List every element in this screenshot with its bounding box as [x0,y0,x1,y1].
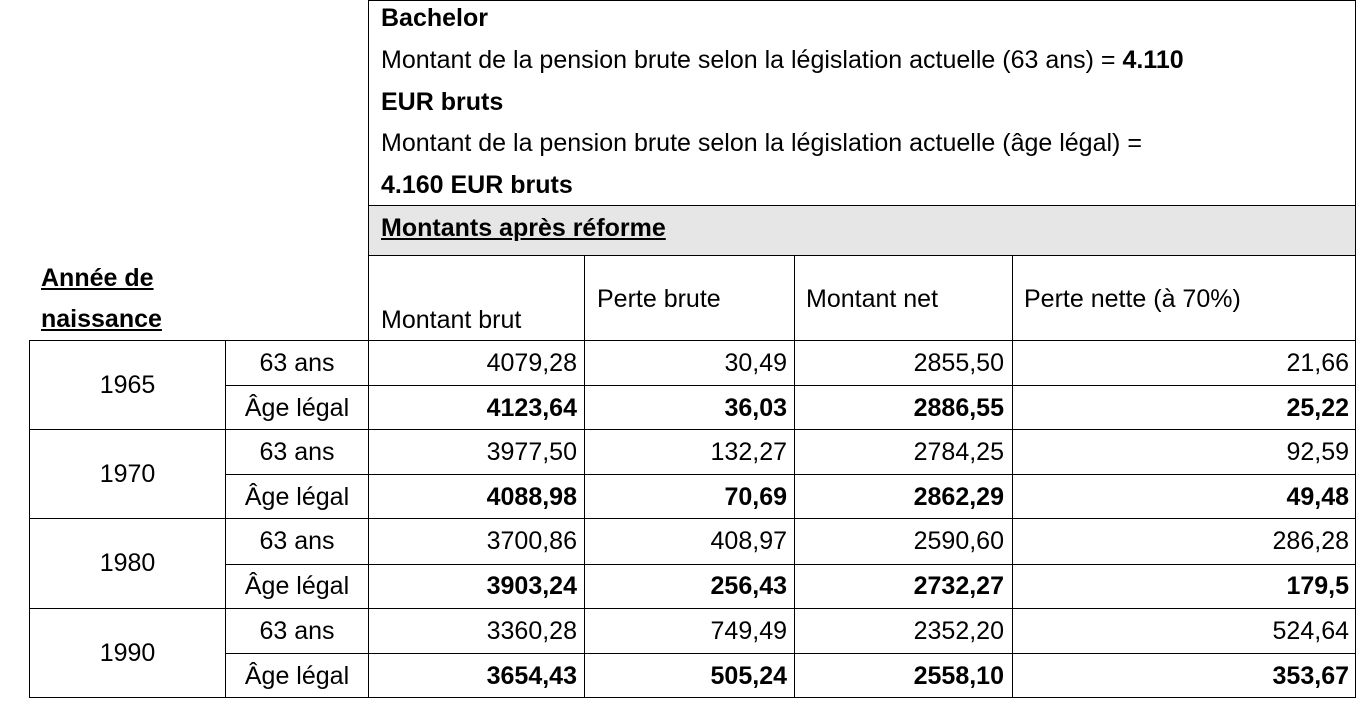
age-label-cell: 63 ans [259,438,335,466]
gross-loss-cell: 256,43 [710,572,787,600]
age-label-cell: Âge légal [244,661,350,690]
net-amount-cell: 2558,10 [913,661,1004,690]
grid-line [368,340,369,698]
section-title: Montants après réforme [381,214,666,242]
net-amount-cell: 2352,20 [913,617,1004,645]
net-loss-cell: 49,48 [1286,482,1349,511]
grid-line [225,564,1356,565]
grid-line [1355,0,1356,698]
grid-line [794,255,795,698]
net-loss-cell: 92,59 [1286,438,1349,466]
grid-line [1012,255,1013,698]
age-label-cell: 63 ans [259,349,335,377]
grid-line [29,340,30,698]
grid-line [368,205,1356,206]
net-loss-cell: 353,67 [1272,661,1349,690]
grid-line [29,429,1356,430]
grid-line [225,385,1356,386]
gross-amount-cell: 4079,28 [486,349,577,377]
birth-year-cell: 1965 [99,370,156,399]
age-label-cell: Âge légal [244,482,350,511]
gross-loss-cell: 408,97 [710,527,787,555]
birth-year-cell: 1980 [99,549,156,577]
gross-amount-cell: 3977,50 [486,438,577,466]
grid-line [368,0,369,340]
grid-line [29,697,1356,698]
age-label-cell: Âge légal [244,393,350,422]
net-amount-cell: 2590,60 [913,527,1004,555]
column-header-gross-amount: Montant brut [381,306,522,334]
age-label-cell: 63 ans [259,527,335,555]
gross-amount-cell: 3360,28 [486,617,577,645]
net-amount-cell: 2855,50 [913,349,1004,377]
column-header-net-loss: Perte nette (à 70%) [1024,285,1241,313]
column-header-birth-year-line2 [41,304,162,334]
gross-amount-cell: 4088,98 [486,482,577,511]
net-amount-cell: 2862,29 [913,482,1004,511]
header-line2-value: 4.160 EUR bruts [381,171,573,199]
header-line1 [381,45,1184,75]
grid-line [29,340,1356,341]
net-loss-cell: 21,66 [1286,349,1349,377]
net-loss-cell: 524,64 [1272,617,1349,645]
header-line1-value: 4.110 [1122,46,1184,74]
gross-amount-cell: 3700,86 [486,527,577,555]
grid-line [584,255,585,698]
header-line2 [381,128,1142,158]
gross-amount-cell: 3903,24 [486,572,577,600]
header-line1-unit: EUR bruts [381,88,504,116]
gross-loss-cell: 132,27 [710,438,787,466]
net-amount-cell: 2732,27 [913,572,1004,600]
header-line1-text: Montant de la pension brute selon la législation actuelle (63 ans) = [381,46,1123,74]
net-loss-cell: 179,5 [1286,572,1349,600]
age-label-cell: 63 ans [259,617,335,645]
net-amount-cell: 2886,55 [913,393,1004,422]
gross-loss-cell: 70,69 [724,482,787,511]
column-header-birth-year-line1 [41,263,154,293]
net-loss-cell: 286,28 [1272,527,1349,555]
birth-year-cell: 1970 [99,459,156,488]
gross-loss-cell: 36,03 [724,393,787,422]
birth-year-cell: 1990 [99,638,156,667]
grid-line [29,518,1356,519]
grid-line [225,653,1356,654]
net-amount-cell: 2784,25 [913,438,1004,466]
grid-line [225,340,226,698]
header-title: Bachelor [381,4,488,32]
gross-loss-cell: 30,49 [724,349,787,377]
gross-loss-cell: 505,24 [710,661,787,690]
column-header-net-amount: Montant net [806,285,939,313]
grid-line [225,474,1356,475]
net-loss-cell: 25,22 [1286,393,1349,422]
gross-amount-cell: 3654,43 [486,661,577,690]
birth-year-label-2: naissance [41,305,162,333]
column-header-gross-loss: Perte brute [597,285,721,313]
grid-line [368,255,1356,256]
birth-year-label-1: Année de [41,264,154,292]
grid-line [29,608,1356,609]
age-label-cell: Âge légal [244,572,350,600]
gross-loss-cell: 749,49 [710,617,787,645]
gross-amount-cell: 4123,64 [486,393,577,422]
grid-line [368,0,1356,1]
header-line2-text: Montant de la pension brute selon la législation actuelle (âge légal) = [381,129,1142,157]
